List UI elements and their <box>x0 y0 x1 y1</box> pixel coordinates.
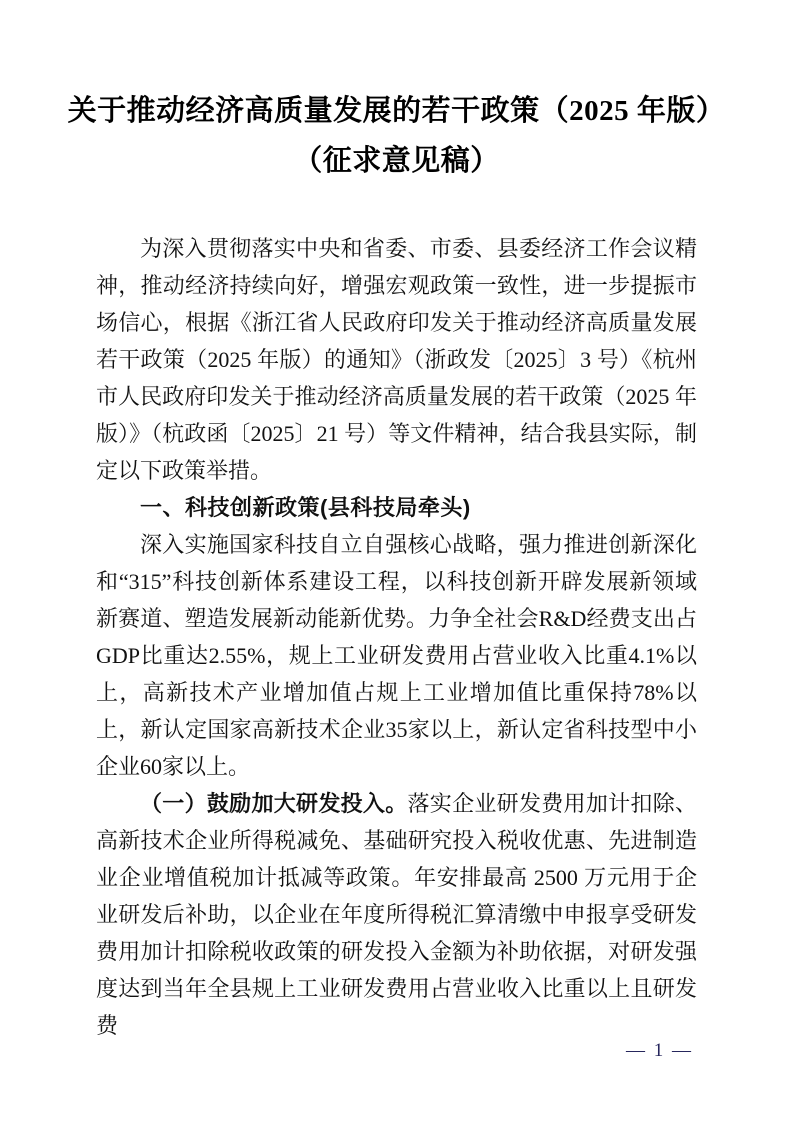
section-heading <box>96 489 697 526</box>
document-title <box>0 0 793 186</box>
page-number: — 1 — <box>626 1040 693 1061</box>
title-line-2: （征求意见稿） <box>293 145 500 177</box>
paragraph <box>96 526 697 785</box>
bold-text-run: 一、科技创新政策(县科技局牵头) <box>140 495 471 520</box>
text-run: 深入实施国家科技自立自强核心战略，强力推进创新深化和“315”科技创新体系建设工程，以科技创新开辟发展新领域新赛道、塑造发展新动能新优势。力争全社会R&D经费支出占GDP比重达2.55%，规上工业研发费用占营业收入比重4.1%以上，高新技术产业增加值占规上工业增加值比重保持78%以上，新认定国家高新技术企业35家以上，新认定省科技型中小企业60家以上。 <box>96 532 697 779</box>
paragraph <box>96 230 697 489</box>
paragraph <box>96 785 697 1044</box>
text-run: 落实企业研发费用加计扣除、高新技术企业所得税减免、基础研究投入税收优惠、先进制造业企业增值税加计抵减等政策。年安排最高 2500 万元用于企业研发后补助，以企业在年度所得税汇算清缴中申报享受研发费用加计扣除税收政策的研发投入金额为补助依据，对研发强度达到当年全县规上工业研发费用占营业收入比重以上且研发费 <box>96 791 697 1038</box>
title-line-1: 关于推动经济高质量发展的若干政策（2025 年版） <box>67 95 726 127</box>
document-body <box>96 230 697 1044</box>
text-run: 为深入贯彻落实中央和省委、市委、县委经济工作会议精神，推动经济持续向好，增强宏观政策一致性，进一步提振市场信心，根据《浙江省人民政府印发关于推动经济高质量发展若干政策（2025 年版）的通知》（浙政发〔2025〕3 号）《杭州市人民政府印发关于推动经济高质量发展的若干政策（2025 年版）》（杭政函〔2025〕21 号）等文件精神，结合我县实际，制定以下政策举措。 <box>96 236 697 483</box>
bold-text-run: （一）鼓励加大研发投入。 <box>140 791 408 816</box>
page-footer <box>626 1040 693 1062</box>
